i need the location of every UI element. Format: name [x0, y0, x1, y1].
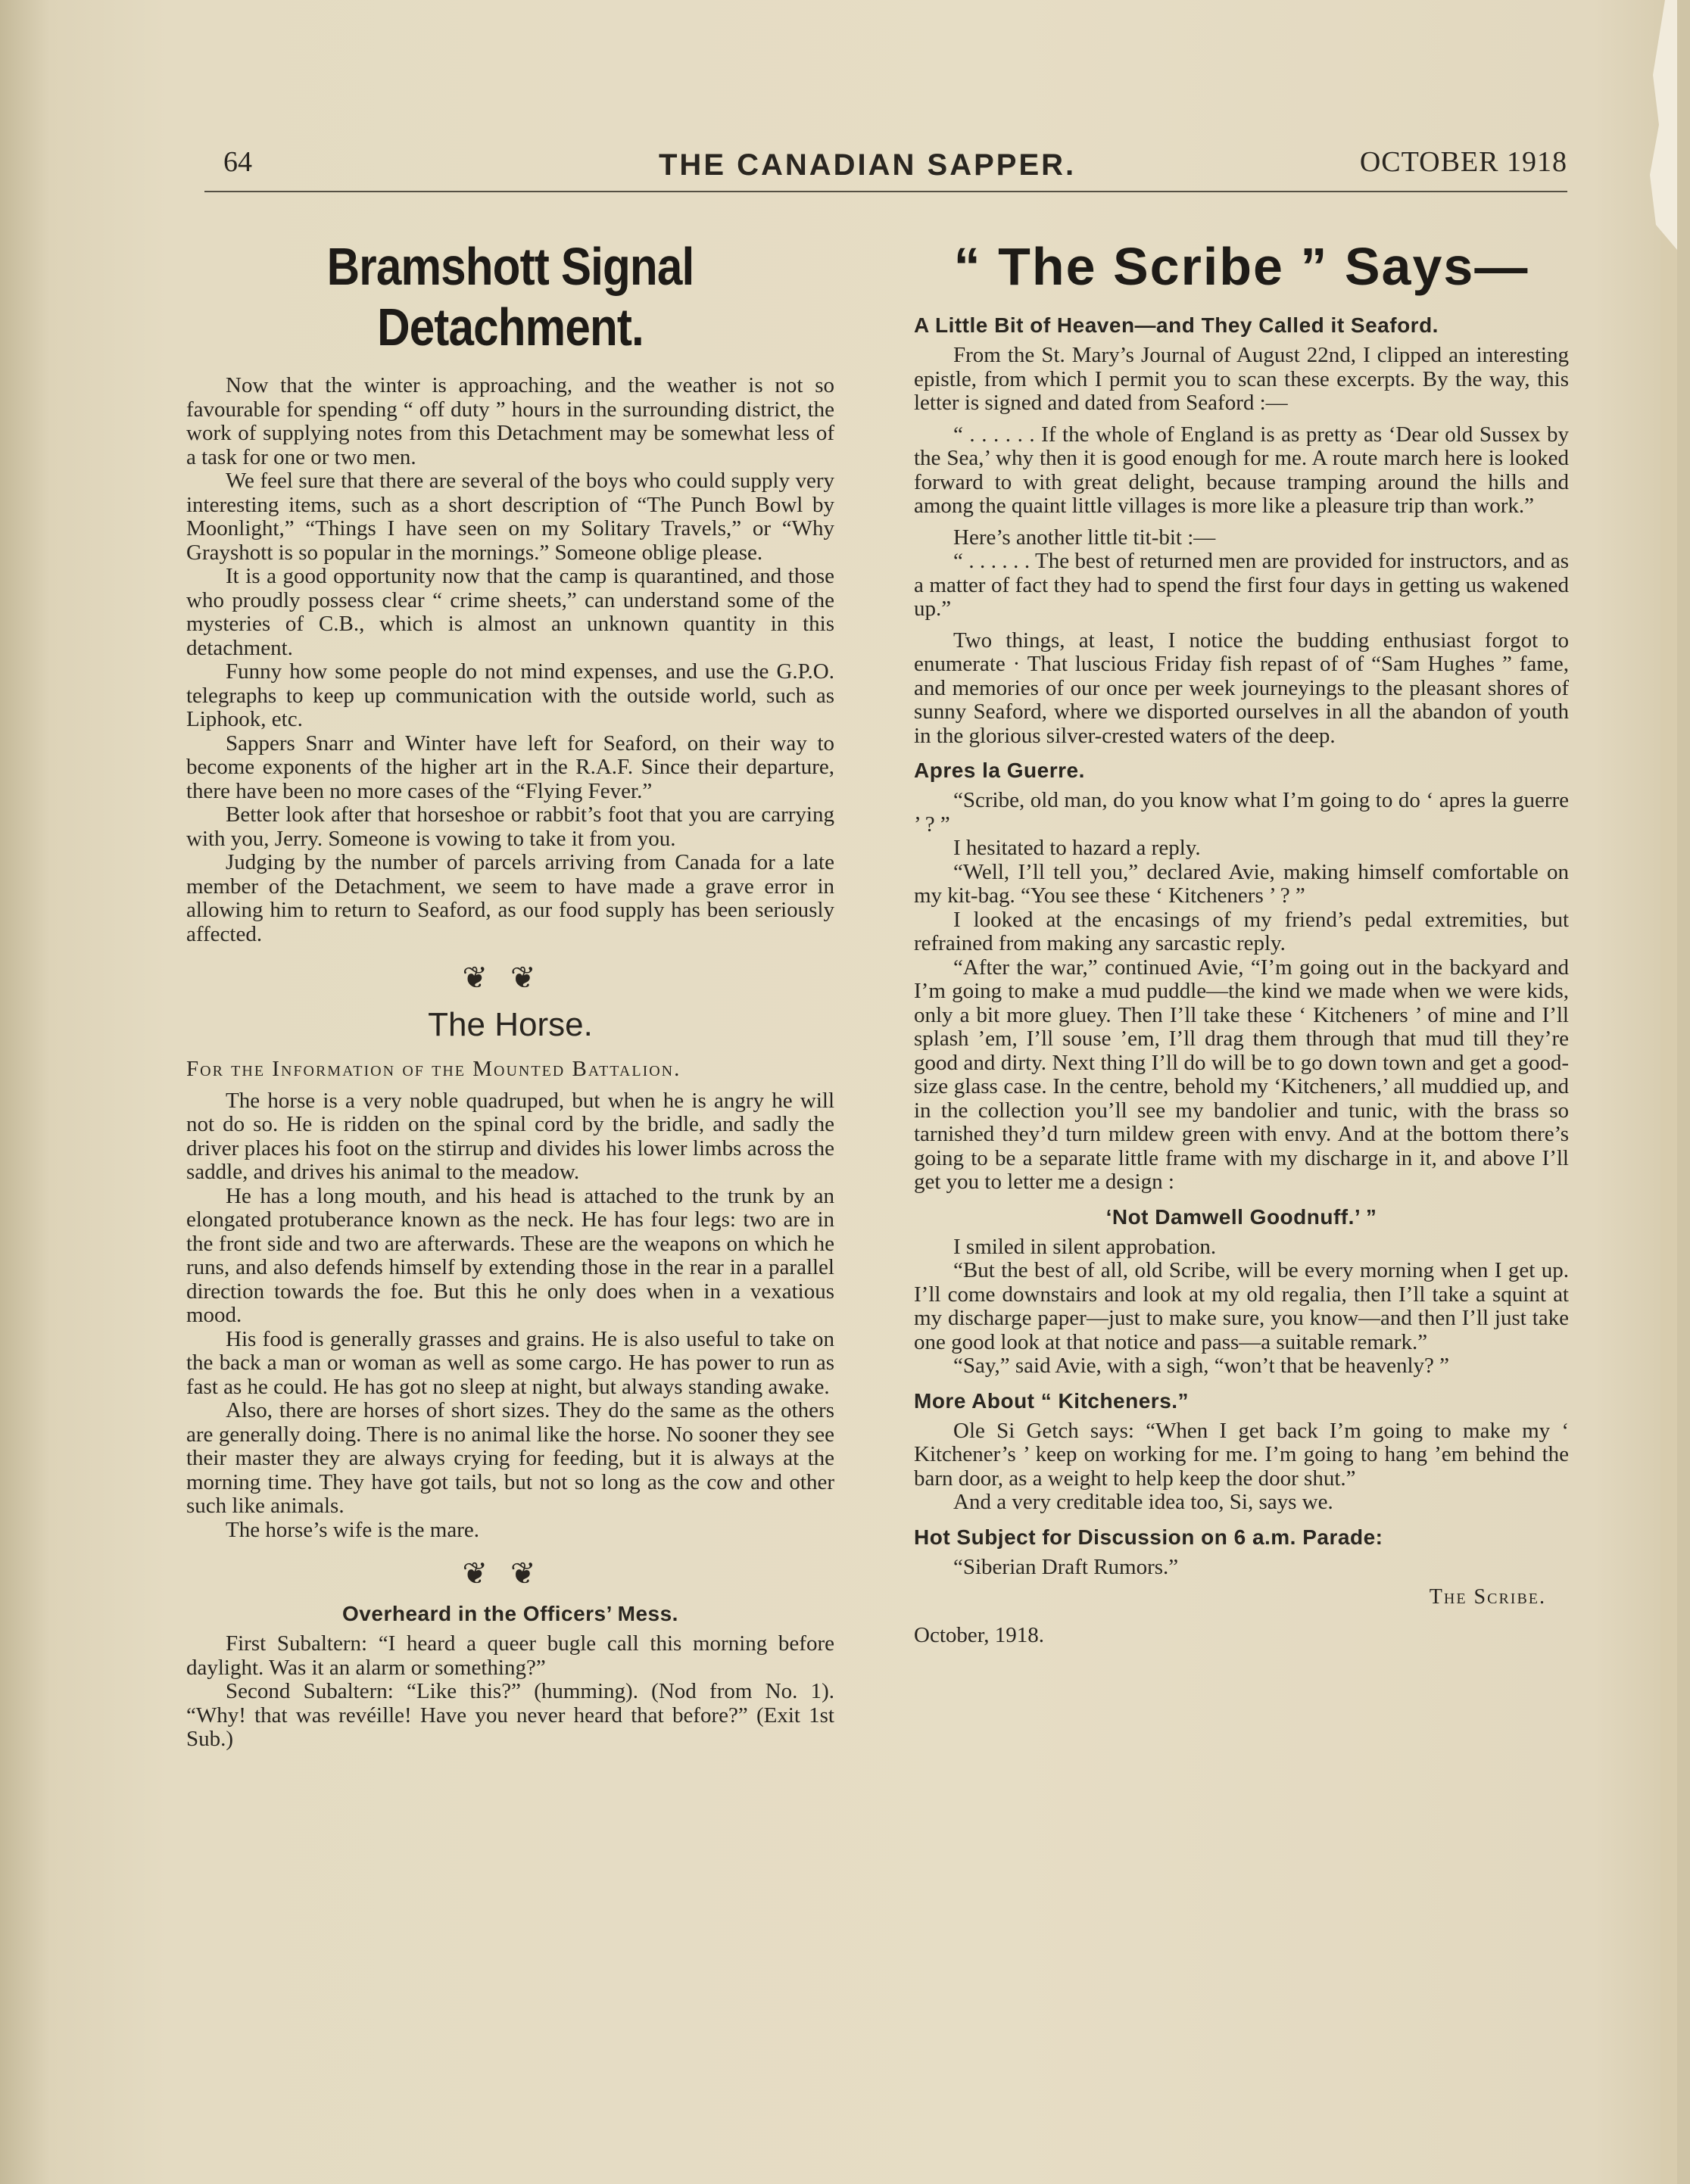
paragraph: The horse’s wife is the mare.: [226, 1517, 480, 1542]
paragraph: Now that the winter is approaching, and the weather is not so favourable for spending “ off duty ” hours in the surrounding district, the work of supplying notes from this Detachment may be somewhat less of a task for one or two men.: [186, 373, 834, 469]
paragraph: He has a long mouth, and his head is attached to the trunk by an elongated protuberance known as the neck. He has four legs: two are in the front side and two are afterwards. These are the weapons on which he runs, and also defends himself by extending those in the rear in a parallel direction towards the foe. But this he only does when in a vexatious mood.: [186, 1183, 834, 1327]
paragraph: “Say,” said Avie, with a sigh, “won’t that be heavenly? ”: [953, 1354, 1449, 1378]
section-title-parade: Hot Subject for Discussion on 6 a.m. Parade:: [914, 1525, 1383, 1549]
section-title-seaford: A Little Bit of Heaven—and They Called it Seaford.: [914, 313, 1439, 337]
article-title-scribe: “ The Scribe ” Says—: [953, 237, 1529, 296]
header-rule: [204, 191, 1567, 192]
right-column: [914, 227, 1569, 1648]
journal-title: THE CANADIAN SAPPER.: [659, 148, 1077, 182]
left-column: [186, 227, 834, 1752]
paragraph: The horse is a very noble quadruped, but when he is angry he will not do so. He is ridden on the spinal cord by the bridle, and sadly the driver places his foot on the stirrup and divides his lower limbs across the saddle, and drives his animal to the meadow.: [186, 1088, 834, 1184]
paragraph: Also, there are horses of short sizes. They do the same as the others are generally doing. There is no animal like the horse. No sooner they see their master they are always crying for feeding, but it is always at the morning time. They have got tails, but not so long as the cow and other such like animals.: [186, 1398, 834, 1518]
paragraph: I hesitated to hazard a reply.: [953, 836, 1201, 860]
paragraph: “Scribe, old man, do you know what I’m going to do ‘ apres la guerre ’ ? ”: [914, 788, 1569, 837]
paragraph: Sappers Snarr and Winter have left for Seaford, on their way to become exponents of the higher art in the R.A.F. Since their departure, there have been no more cases of the “Flying Fever.”: [186, 731, 834, 803]
paragraph: Ole Si Getch says: “When I get back I’m going to make my ‘ Kitchener’s ’ keep on working for me. I’m going to hang ’em behind the barn door, as a weight to help keep the door shut.”: [914, 1418, 1569, 1491]
article-title-horse: The Horse.: [428, 1006, 593, 1043]
section-title-kitcheners: More About “ Kitcheners.”: [914, 1388, 1190, 1413]
paragraph: Second Subaltern: “Like this?” (humming). (Nod from No. 1). “Why! that was revéille! Have you never heard that before?” (Exit 1st Sub.): [186, 1679, 834, 1751]
article-title-bramshott: Bramshott Signal Detachment.: [326, 237, 694, 357]
section-title-apres: Apres la Guerre.: [914, 759, 1085, 782]
signature: The Scribe.: [1429, 1585, 1546, 1609]
ornament-divider: ❦❦: [462, 1556, 559, 1590]
page-number: 64: [223, 146, 252, 178]
paragraph: Judging by the number of parcels arriving from Canada for a late member of the Detachment, we seem to have made a grave error in allowing him to return to Seaford, as our food supply has been seriously affected.: [186, 850, 834, 946]
horse-subtitle: For the Information of the Mounted Battalion.: [186, 1057, 681, 1081]
section-title-mess: Overheard in the Officers’ Mess.: [342, 1602, 678, 1625]
paragraph: “ . . . . . . The best of returned men are provided for instructors, and as a matter of fact they had to spend the first four days in getting us wakened up.”: [914, 549, 1569, 621]
paragraph: First Subaltern: “I heard a queer bugle call this morning before daylight. Was it an alarm or something?”: [186, 1631, 834, 1680]
paragraph: “But the best of all, old Scribe, will be every morning when I get up. I’ll come downstairs and look at my old regalia, then I’ll take a squint at my discharge paper—just to make sure, you know—and then I’ll just take one good look at that notice and pass—a suitable remark.”: [914, 1258, 1569, 1354]
ornament-divider: ❦❦: [462, 961, 559, 995]
paragraph: From the St. Mary’s Journal of August 22nd, I clipped an interesting epistle, from which I permit you to scan these excerpts. By the way, this letter is signed and dated from Seaford :—: [914, 343, 1569, 415]
paragraph: Better look after that horseshoe or rabbit’s foot that you are carrying with you, Jerry. Someone is vowing to take it from you.: [186, 802, 834, 851]
page-edge: [1660, 0, 1677, 2184]
paragraph: Here’s another little tit-bit :—: [953, 525, 1216, 550]
paragraph: And a very creditable idea too, Si, says we.: [953, 1490, 1333, 1514]
motto: ‘Not Damwell Goodnuff.’ ”: [1105, 1204, 1377, 1229]
paragraph: I smiled in silent approbation.: [953, 1234, 1217, 1259]
running-header: [223, 144, 1567, 189]
paragraph: Two things, at least, I notice the budding enthusiast forgot to enumerate · That luscious Friday fish repast of of “Sam Hughes ” fame, and memories of our once per week journeyings to the pleasant shores of sunny Seaford, where we disported ourselves in all the abandon of youth in the glorious silver-crested waters of the deep.: [914, 628, 1569, 748]
paragraph: I looked at the encasings of my friend’s pedal extremities, but refrained from making any sarcastic reply.: [914, 907, 1569, 955]
paragraph: “ . . . . . . If the whole of England is as pretty as ‘Dear old Sussex by the Sea,’ why then it is good enough for me. A route march here is looked forward to with great delight, because tramping around the hills and among the quaint little villages is more like a pleasure trip than work.”: [914, 422, 1569, 518]
issue-date: OCTOBER 1918: [1359, 146, 1567, 178]
paragraph: “Siberian Draft Rumors.”: [953, 1554, 1179, 1579]
paragraph: “After the war,” continued Avie, “I’m going out in the backyard and I’m going to make a mud puddle—the kind we made when we were kids, only a bit more gluey. Then I’ll take these ‘ Kitcheners ’ of mine and I’ll splash ’em, I’ll souse ’em, I’ll drag them through that mud till they’re good and dirty. Next thing I’ll do will be to go down town and get a good-size glass case. In the centre, behold my ‘Kitcheners,’ all muddied up, and in the collection you’ll see my bandolier and tunic, with the brass so tarnished they’d turn mildew green with envy. And at the bottom there’s going to be a separate little frame with my discharge in it, and above I’ll get you to letter me a design :: [914, 955, 1569, 1194]
paragraph: His food is generally grasses and grains. He is also useful to take on the back a man or woman as well as some cargo. He has power to run as fast as he could. He has got no sleep at night, but always standing awake.: [186, 1326, 834, 1399]
paragraph: Funny how some people do not mind expenses, and use the G.P.O. telegraphs to keep up communication with the outside world, such as Liphook, etc.: [186, 659, 834, 731]
paragraph: “Well, I’ll tell you,” declared Avie, making himself comfortable on my kit-bag. “You see these ‘ Kitcheners ’ ? ”: [914, 859, 1569, 908]
paragraph: We feel sure that there are several of the boys who could supply very interesting items, such as a short description of “The Punch Bowl by Moonlight,” “Things I have seen on my Solitary Travels,” or “Why Grayshott is so popular in the mornings.” Someone oblige please.: [186, 469, 834, 565]
dateline: October, 1918.: [914, 1623, 1044, 1647]
torn-corner: [1647, 0, 1677, 250]
paragraph: It is a good opportunity now that the camp is quarantined, and those who proudly possess clear “ crime sheets,” can understand some of the mysteries of C.B., which is almost an unknown quantity in this detachment.: [186, 564, 834, 660]
